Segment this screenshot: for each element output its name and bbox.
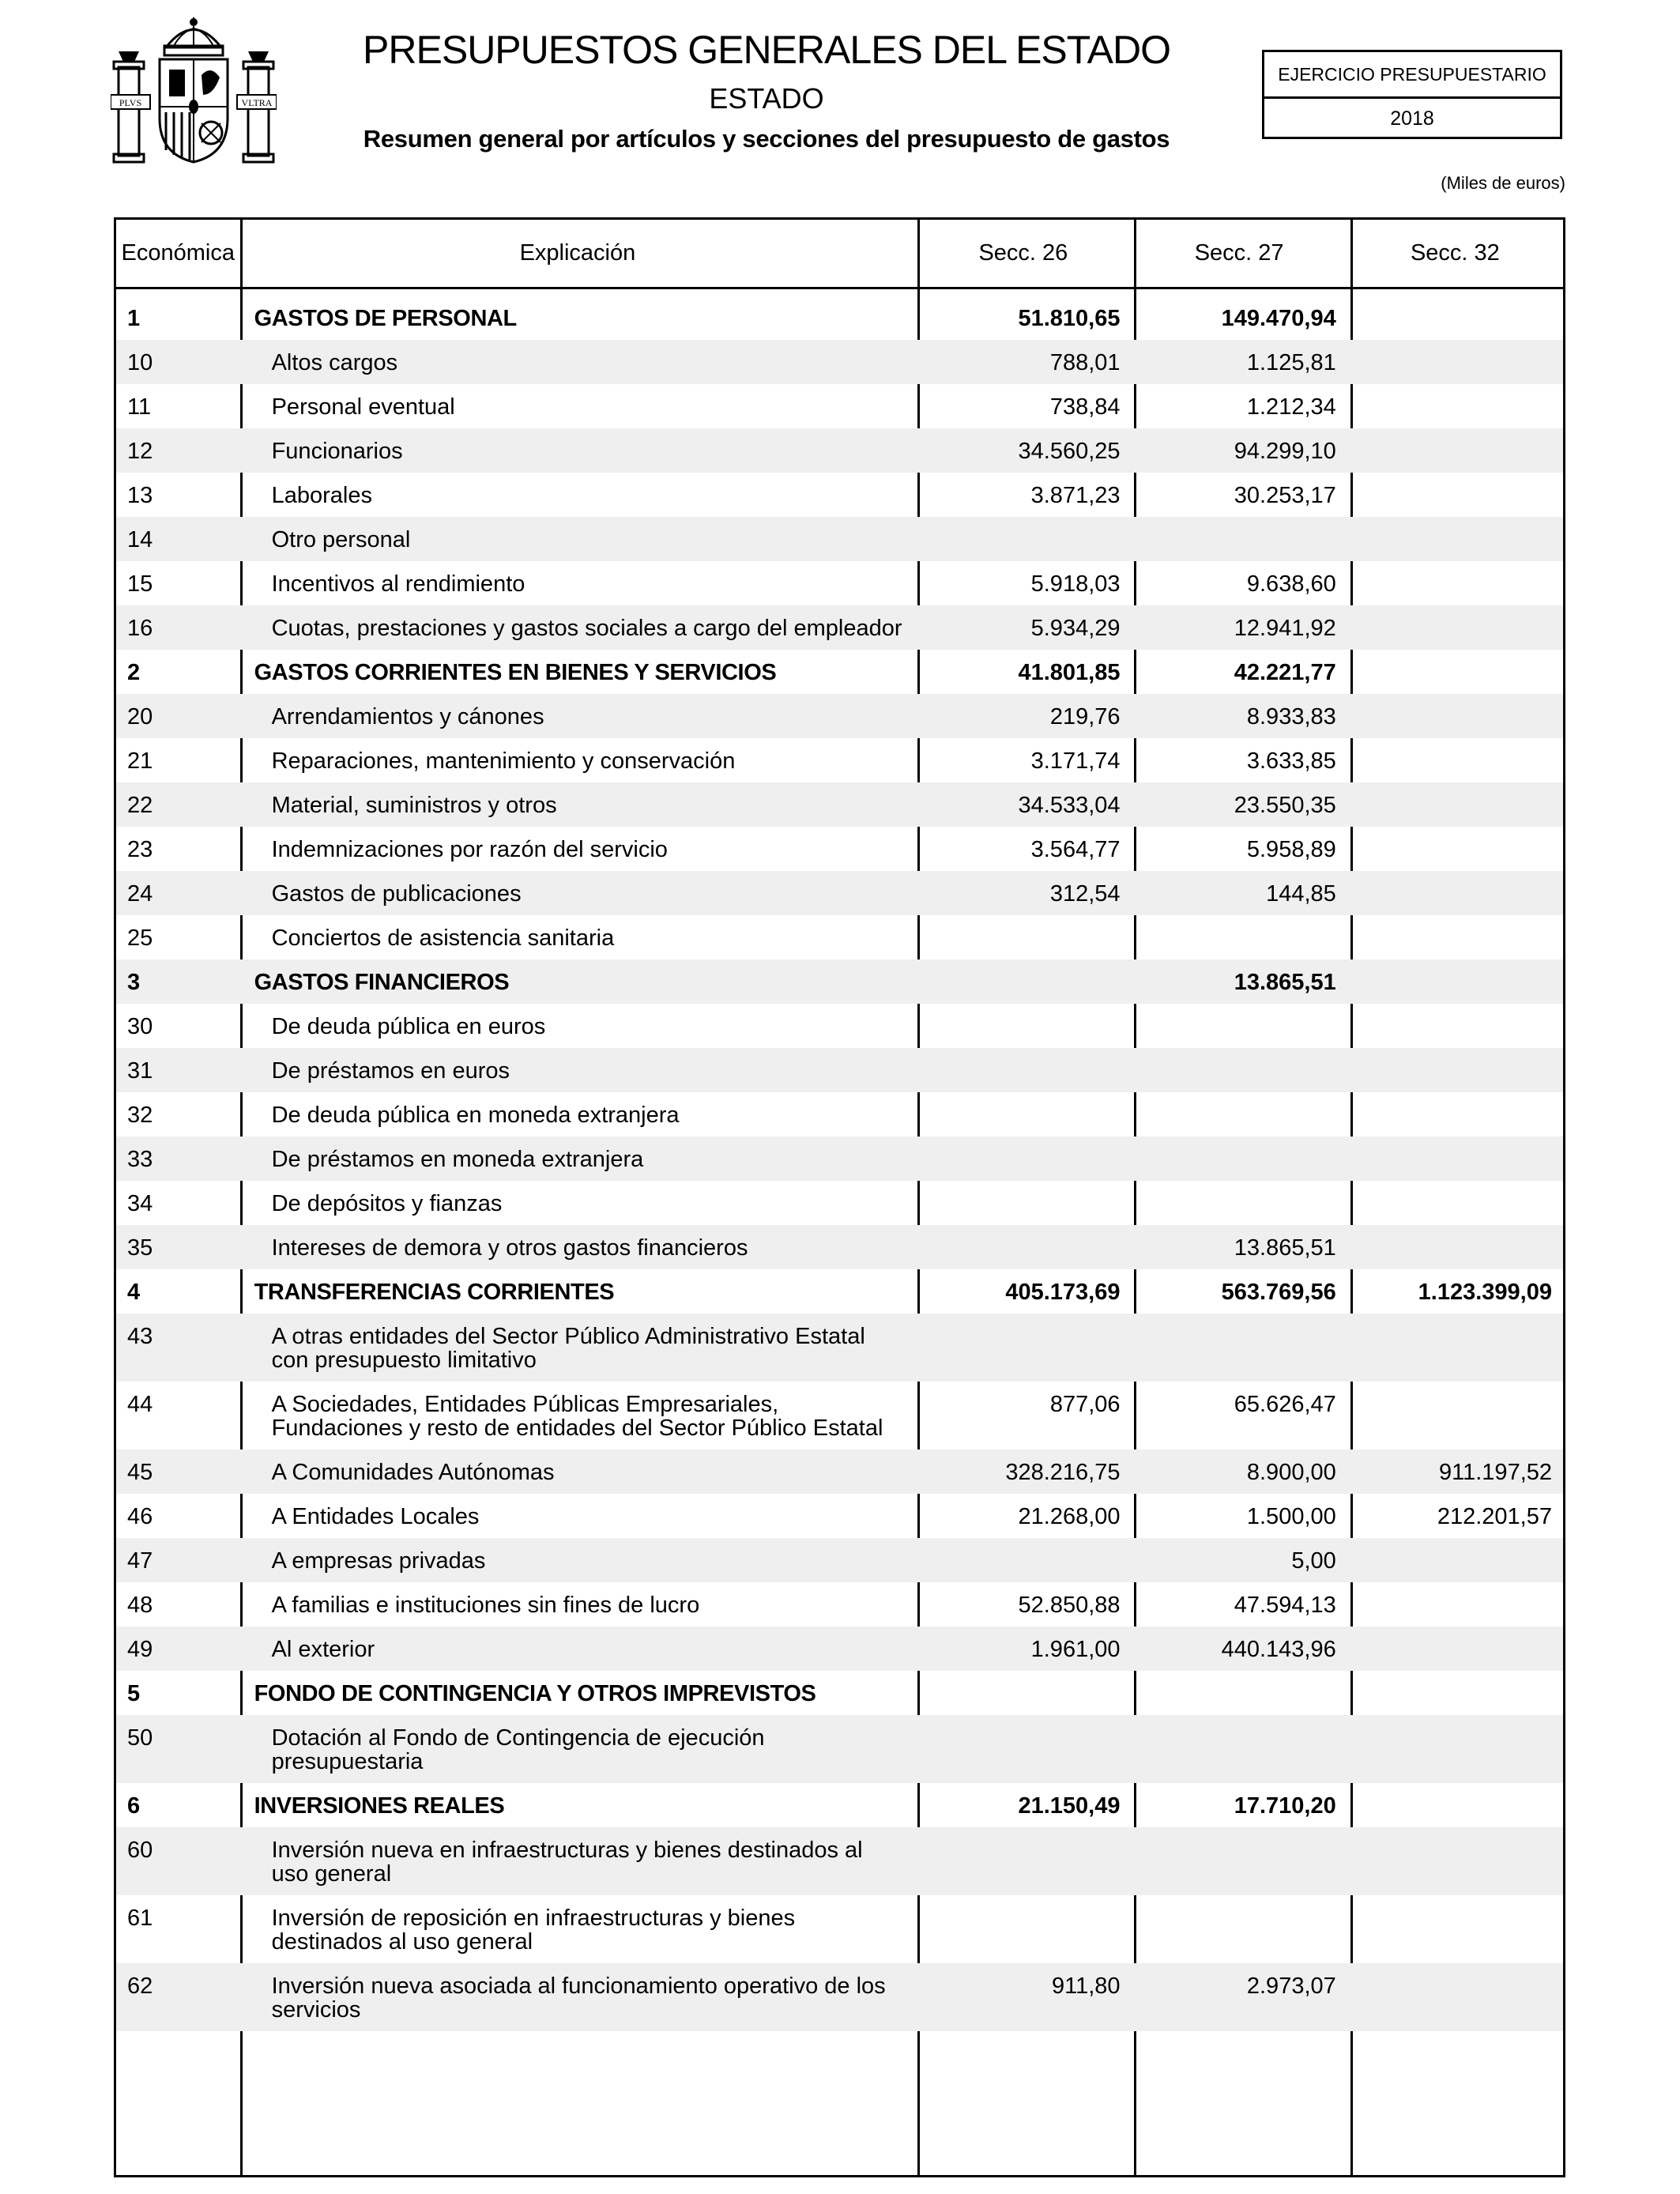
table-row: [116, 1627, 1563, 1671]
table-row: [116, 1181, 1563, 1225]
row-code: 49: [127, 1637, 153, 1662]
table-row: [116, 650, 1563, 694]
row-secc-26: 5.918,03: [1030, 571, 1121, 597]
row-secc-27: 440.143,96: [1221, 1637, 1336, 1662]
row-label: GASTOS FINANCIEROS: [254, 970, 510, 995]
fiscal-year-value: 2018: [1390, 107, 1434, 130]
row-code: 24: [127, 881, 153, 907]
row-label: Material, suministros y otros: [271, 793, 557, 818]
fiscal-year-label: EJERCICIO PRESUPUESTARIO: [1264, 52, 1560, 99]
row-secc-32: [1347, 384, 1563, 428]
row-secc-32: [1347, 1225, 1563, 1269]
table-row: [116, 1225, 1563, 1269]
table-row: [116, 340, 1563, 384]
row-secc-26: [915, 1314, 1131, 1382]
pillar-text-left: PLVS: [119, 97, 142, 108]
row-secc-32: [1347, 1582, 1563, 1627]
row-secc-27: [1132, 1137, 1347, 1181]
row-label: Otro personal: [271, 527, 411, 552]
table-body: [116, 289, 1563, 2031]
table-row: [116, 694, 1563, 738]
row-label: De deuda pública en moneda extranjera: [271, 1103, 680, 1128]
row-secc-32: 911.197,52: [1439, 1460, 1553, 1485]
row-code: 21: [127, 748, 153, 774]
row-secc-32: [1347, 915, 1563, 959]
row-secc-27: 12.941,92: [1234, 616, 1336, 641]
row-secc-32: [1347, 1048, 1563, 1092]
table-row: [116, 1963, 1563, 2031]
row-secc-32: [1347, 1382, 1563, 1449]
row-secc-32: [1347, 1004, 1563, 1048]
row-label: Incentivos al rendimiento: [271, 571, 525, 597]
page-title: PRESUPUESTOS GENERALES DEL ESTADO: [363, 28, 1170, 72]
row-secc-27: 1.212,34: [1246, 394, 1336, 420]
row-code: 35: [127, 1235, 153, 1261]
row-secc-32: [1347, 1783, 1563, 1827]
row-secc-27: 563.769,56: [1221, 1280, 1336, 1305]
row-code: 62: [127, 1973, 153, 1999]
row-secc-26: [915, 517, 1131, 561]
row-code: 34: [127, 1191, 153, 1216]
row-secc-32: [1347, 1538, 1563, 1582]
table-row: [116, 1671, 1563, 1715]
column-header-secc-26: Secc. 26: [978, 240, 1068, 266]
row-label: A otras entidades del Sector Público Administrativo Estatal con presupuesto limitativo: [271, 1324, 865, 1373]
row-label: Funcionarios: [271, 439, 403, 464]
row-secc-27: 94.299,10: [1234, 439, 1336, 464]
row-secc-26: 877,06: [1049, 1392, 1121, 1417]
row-secc-32: [1347, 1827, 1563, 1895]
row-secc-27: 13.865,51: [1234, 1235, 1336, 1261]
row-secc-27: [1132, 1048, 1347, 1092]
row-secc-32: [1347, 959, 1563, 1004]
row-secc-26: 41.801,85: [1018, 660, 1121, 685]
row-secc-32: [1347, 605, 1563, 650]
row-secc-32: [1347, 1627, 1563, 1671]
table-row: [116, 561, 1563, 605]
row-secc-27: [1132, 517, 1347, 561]
row-secc-26: [915, 1137, 1131, 1181]
row-code: 60: [127, 1838, 153, 1863]
row-secc-32: [1347, 473, 1563, 517]
row-secc-27: [1131, 1671, 1347, 1715]
row-secc-27: [1132, 1827, 1347, 1895]
row-secc-32: [1347, 694, 1563, 738]
row-secc-26: [915, 1092, 1131, 1137]
table-row: [116, 1783, 1563, 1827]
row-code: 43: [127, 1324, 153, 1349]
table-row: [116, 915, 1563, 959]
row-secc-26: 3.171,74: [1030, 748, 1121, 774]
table-row: [116, 428, 1563, 473]
row-secc-32: [1347, 827, 1563, 871]
row-label: Conciertos de asistencia sanitaria: [271, 925, 615, 951]
row-secc-27: 149.470,94: [1221, 306, 1336, 331]
row-code: 1: [127, 306, 141, 331]
row-secc-32: [1347, 1181, 1563, 1225]
row-code: 30: [127, 1014, 153, 1039]
row-secc-27: 23.550,35: [1234, 793, 1336, 818]
row-secc-26: [915, 1827, 1131, 1895]
row-secc-27: [1132, 915, 1347, 959]
row-secc-27: 5,00: [1291, 1548, 1336, 1574]
row-secc-32: [1347, 1715, 1563, 1783]
row-code: 16: [127, 616, 153, 641]
row-secc-26: 34.560,25: [1018, 439, 1121, 464]
row-code: 4: [127, 1280, 141, 1305]
table-row: [116, 1382, 1563, 1449]
row-secc-32: [1347, 871, 1563, 915]
table-row: [116, 473, 1563, 517]
row-secc-26: [915, 1671, 1131, 1715]
row-label: Gastos de publicaciones: [271, 881, 522, 907]
row-secc-32: [1347, 650, 1563, 694]
row-secc-27: [1132, 1715, 1347, 1783]
row-code: 10: [127, 350, 153, 375]
row-secc-32: [1347, 782, 1563, 827]
row-secc-27: 17.710,20: [1234, 1793, 1336, 1819]
row-code: 22: [127, 793, 153, 818]
row-code: 2: [127, 660, 141, 685]
row-secc-27: 42.221,77: [1234, 660, 1336, 685]
row-label: TRANSFERENCIAS CORRIENTES: [254, 1280, 615, 1305]
table-row: [116, 871, 1563, 915]
column-header-explicacion: Explicación: [519, 240, 636, 266]
row-secc-32: [1347, 561, 1563, 605]
column-header-economica: Económica: [121, 240, 235, 266]
row-secc-27: [1132, 1004, 1347, 1048]
row-secc-32: [1347, 1137, 1563, 1181]
table-row: [116, 296, 1563, 340]
row-label: De préstamos en moneda extranjera: [271, 1147, 644, 1172]
row-label: Laborales: [271, 483, 372, 508]
row-secc-27: 30.253,17: [1234, 483, 1336, 508]
row-secc-32: [1347, 1092, 1563, 1137]
row-secc-26: 328.216,75: [1005, 1460, 1121, 1485]
row-secc-32: [1347, 517, 1563, 561]
row-code: 5: [127, 1681, 141, 1706]
row-secc-26: 219,76: [1049, 704, 1121, 729]
row-secc-26: 5.934,29: [1030, 616, 1121, 641]
table-row: [116, 959, 1563, 1004]
row-secc-27: 9.638,60: [1246, 571, 1336, 597]
row-secc-26: 52.850,88: [1018, 1593, 1121, 1618]
row-secc-26: 1.961,00: [1030, 1637, 1121, 1662]
row-secc-32: [1347, 296, 1563, 340]
table-row: [116, 1538, 1563, 1582]
row-code: 44: [127, 1392, 153, 1417]
row-secc-26: [915, 915, 1131, 959]
row-secc-32: [1347, 1314, 1563, 1382]
row-code: 3: [127, 970, 141, 995]
row-secc-26: [915, 1715, 1131, 1783]
row-label: De depósitos y fianzas: [271, 1191, 503, 1216]
row-secc-32: [1347, 738, 1563, 782]
table-row: [116, 1314, 1563, 1382]
table-row: [116, 605, 1563, 650]
row-label: De préstamos en euros: [271, 1058, 510, 1084]
row-label: Cuotas, prestaciones y gastos sociales a cargo del empleador: [271, 616, 902, 641]
row-secc-27: 3.633,85: [1246, 748, 1336, 774]
table-row: [116, 782, 1563, 827]
row-secc-26: [915, 1048, 1131, 1092]
table-row: [116, 827, 1563, 871]
row-label: Inversión de reposición en infraestructuras y bienes destinados al uso general: [271, 1906, 796, 1955]
row-secc-27: [1132, 1895, 1347, 1963]
page-subtitle: ESTADO: [709, 82, 824, 115]
budget-table: [114, 217, 1565, 2177]
row-code: 12: [127, 439, 153, 464]
row-code: 14: [127, 527, 153, 552]
row-label: FONDO DE CONTINGENCIA Y OTROS IMPREVISTOS: [254, 1681, 816, 1706]
row-label: Arrendamientos y cánones: [271, 704, 544, 729]
row-label: Inversión nueva asociada al funcionamiento operativo de los servicios: [271, 1973, 886, 2022]
row-code: 23: [127, 837, 153, 862]
row-label: Indemnizaciones por razón del servicio: [271, 837, 668, 862]
row-secc-26: 3.564,77: [1030, 837, 1121, 862]
row-code: 32: [127, 1103, 153, 1128]
row-secc-26: 34.533,04: [1018, 793, 1121, 818]
fiscal-year-box: [1262, 50, 1562, 139]
table-row: [116, 1494, 1563, 1538]
row-secc-27: 1.500,00: [1246, 1504, 1336, 1529]
table-row: [116, 1827, 1563, 1895]
row-code: 6: [127, 1793, 141, 1819]
row-secc-27: [1132, 1181, 1347, 1225]
row-label: GASTOS DE PERSONAL: [254, 306, 517, 331]
table-row: [116, 517, 1563, 561]
row-code: 47: [127, 1548, 153, 1574]
row-secc-26: 3.871,23: [1030, 483, 1121, 508]
row-code: 50: [127, 1725, 153, 1751]
row-secc-27: 13.865,51: [1234, 970, 1336, 995]
row-label: Al exterior: [271, 1637, 375, 1662]
table-row: [116, 1269, 1563, 1314]
row-secc-27: 5.958,89: [1246, 837, 1336, 862]
row-code: 33: [127, 1147, 153, 1172]
table-row: [116, 738, 1563, 782]
row-code: 48: [127, 1593, 153, 1618]
row-secc-32: [1347, 1671, 1563, 1715]
row-secc-27: 1.125,81: [1246, 350, 1336, 375]
table-row: [116, 1004, 1563, 1048]
row-code: 45: [127, 1460, 153, 1485]
table-row: [116, 1048, 1563, 1092]
column-header-secc-32: Secc. 32: [1410, 240, 1500, 266]
column-header-secc-27: Secc. 27: [1194, 240, 1284, 266]
row-code: 46: [127, 1504, 153, 1529]
row-label: Personal eventual: [271, 394, 455, 420]
row-label: A familias e instituciones sin fines de lucro: [271, 1593, 700, 1618]
row-secc-26: 738,84: [1049, 394, 1121, 420]
row-label: Reparaciones, mantenimiento y conservación: [271, 748, 736, 774]
row-code: 11: [127, 394, 152, 420]
row-secc-32: [1347, 1895, 1563, 1963]
row-code: 15: [127, 571, 153, 597]
row-secc-32: 212.201,57: [1437, 1504, 1553, 1529]
row-secc-26: [915, 1181, 1131, 1225]
row-secc-26: 21.268,00: [1018, 1504, 1121, 1529]
row-secc-26: [915, 1004, 1131, 1048]
coat-of-arms-icon: [111, 16, 277, 174]
row-secc-27: 8.900,00: [1246, 1460, 1336, 1485]
row-code: 13: [127, 483, 153, 508]
row-secc-26: [915, 1225, 1131, 1269]
table-header: [116, 220, 1563, 289]
row-code: 61: [127, 1906, 153, 1931]
row-secc-26: 911,80: [1051, 1973, 1121, 1999]
row-label: A Entidades Locales: [271, 1504, 480, 1529]
table-row: [116, 1715, 1563, 1783]
pillar-text-right: VLTRA: [241, 97, 273, 108]
row-secc-26: 21.150,49: [1018, 1793, 1121, 1819]
row-secc-26: [915, 1538, 1131, 1582]
row-secc-27: 144,85: [1266, 881, 1336, 907]
row-code: 31: [127, 1058, 153, 1084]
row-label: Inversión nueva en infraestructuras y bienes destinados al uso general: [271, 1838, 863, 1887]
units-note: (Miles de euros): [1441, 173, 1565, 193]
row-label: INVERSIONES REALES: [254, 1793, 505, 1819]
table-row: [116, 384, 1563, 428]
row-label: A empresas privadas: [271, 1548, 486, 1574]
row-label: Altos cargos: [271, 350, 398, 375]
row-label: A Sociedades, Entidades Públicas Empresariales, Fundaciones y resto de entidades del Sector Público Estatal: [271, 1392, 883, 1441]
table-row: [116, 1449, 1563, 1494]
row-secc-27: 2.973,07: [1246, 1973, 1336, 1999]
row-label: GASTOS CORRIENTES EN BIENES Y SERVICIOS: [254, 660, 777, 685]
row-secc-26: 312,54: [1049, 881, 1121, 907]
table-row: [116, 1137, 1563, 1181]
row-secc-26: [915, 959, 1131, 1004]
row-secc-32: [1347, 1963, 1563, 2031]
row-secc-26: 51.810,65: [1018, 306, 1121, 331]
row-code: 20: [127, 704, 153, 729]
row-secc-27: [1132, 1092, 1347, 1137]
row-label: A Comunidades Autónomas: [271, 1460, 555, 1485]
row-label: Intereses de demora y otros gastos financieros: [271, 1235, 748, 1261]
row-secc-32: [1347, 428, 1563, 473]
row-secc-27: [1132, 1314, 1347, 1382]
row-secc-26: 788,01: [1049, 350, 1121, 375]
table-row: [116, 1092, 1563, 1137]
row-secc-27: 47.594,13: [1234, 1593, 1336, 1618]
row-secc-32: 1.123.399,09: [1418, 1280, 1552, 1305]
document-summary: Resumen general por artículos y secciones del presupuesto de gastos: [363, 125, 1170, 153]
row-secc-26: 405.173,69: [1005, 1280, 1121, 1305]
row-label: De deuda pública en euros: [271, 1014, 546, 1039]
row-code: 25: [127, 925, 153, 951]
table-row: [116, 1895, 1563, 1963]
row-secc-27: 65.626,47: [1234, 1392, 1336, 1417]
table-row: [116, 1582, 1563, 1627]
row-secc-32: [1347, 340, 1563, 384]
row-secc-26: [915, 1895, 1131, 1963]
row-secc-27: 8.933,83: [1246, 704, 1336, 729]
row-label: Dotación al Fondo de Contingencia de ejecución presupuestaria: [271, 1725, 765, 1774]
